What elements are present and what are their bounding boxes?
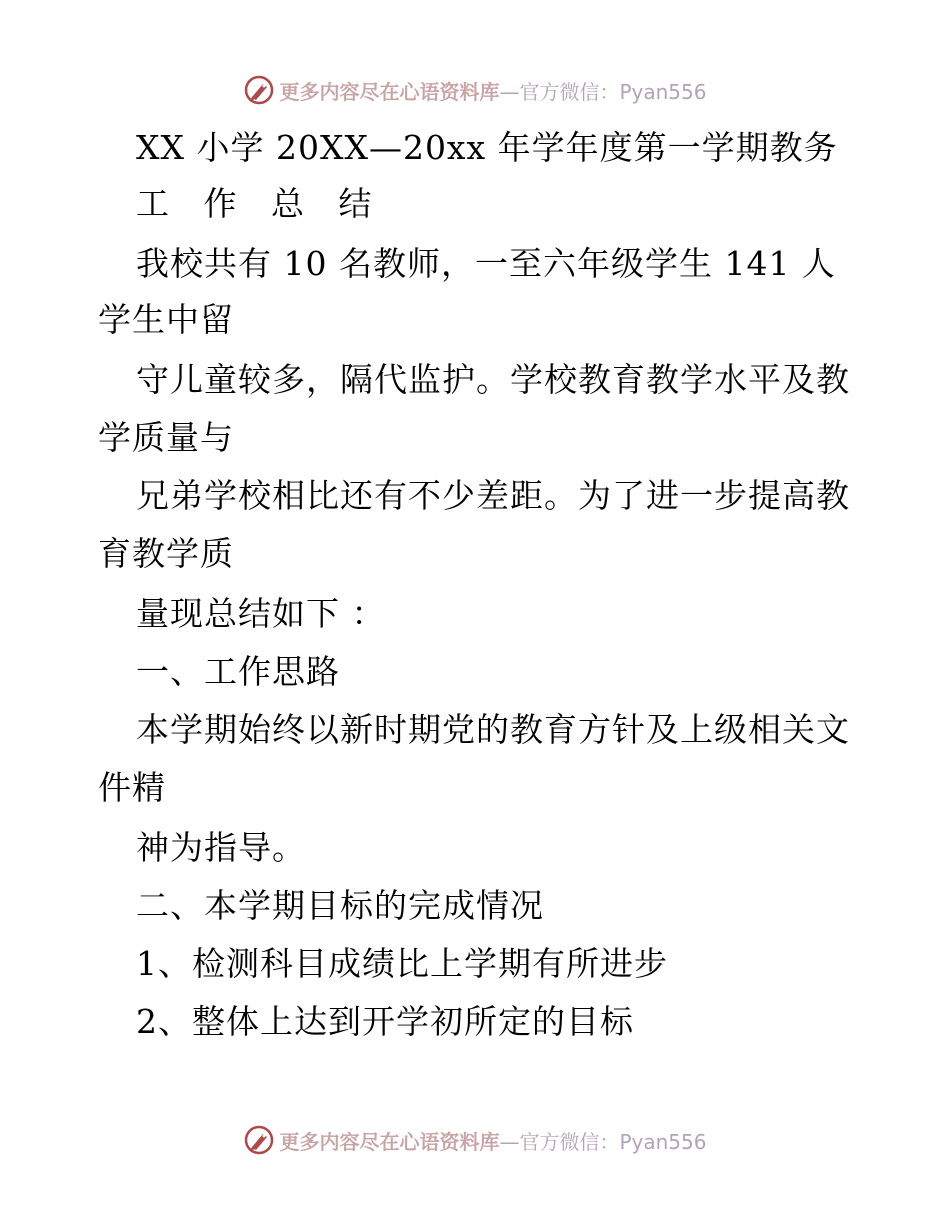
watermark-text: 更多内容尽在心语资料库 — [279, 79, 500, 104]
watermark-contact: —官方微信：Pyan556 — [499, 1129, 707, 1154]
title-line-1: XX 小学 20XX—20xx 年学年度第一学期教务 — [136, 128, 838, 167]
section-heading: 一、工作思路 — [136, 652, 340, 691]
paragraph-line: 我校共有 10 名教师，一至六年级学生 141 人 — [136, 244, 836, 283]
paragraph-line: 神为指导。 — [136, 828, 306, 867]
paragraph-line: 兄弟学校相比还有不少差距。为了进一步提高教 — [136, 476, 850, 515]
pen-nib-logo-icon — [243, 74, 275, 106]
paragraph-line: 件精 — [98, 768, 166, 807]
pen-nib-logo-icon — [243, 1124, 275, 1156]
watermark-text: 更多内容尽在心语资料库 — [279, 1129, 500, 1154]
paragraph-line: 本学期始终以新时期党的教育方针及上级相关文 — [136, 710, 850, 749]
header-watermark — [0, 68, 950, 112]
paragraph-line: 守儿童较多，隔代监护。学校教育教学水平及教 — [136, 360, 850, 399]
paragraph-line: 学质量与 — [98, 418, 234, 457]
footer-watermark — [0, 1118, 950, 1162]
paragraph-line: 育教学质 — [98, 534, 234, 573]
paragraph-line: 学生中留 — [98, 300, 234, 339]
list-item: 1、检测科目成绩比上学期有所进步 — [136, 944, 668, 983]
title-line-2: 工 作 总 结 — [136, 184, 384, 223]
section-heading: 二、本学期目标的完成情况 — [136, 886, 544, 925]
watermark-contact: —官方微信：Pyan556 — [499, 79, 707, 104]
list-item: 2、整体上达到开学初所定的目标 — [136, 1002, 634, 1041]
paragraph-line: 量现总结如下 ： — [136, 594, 386, 633]
